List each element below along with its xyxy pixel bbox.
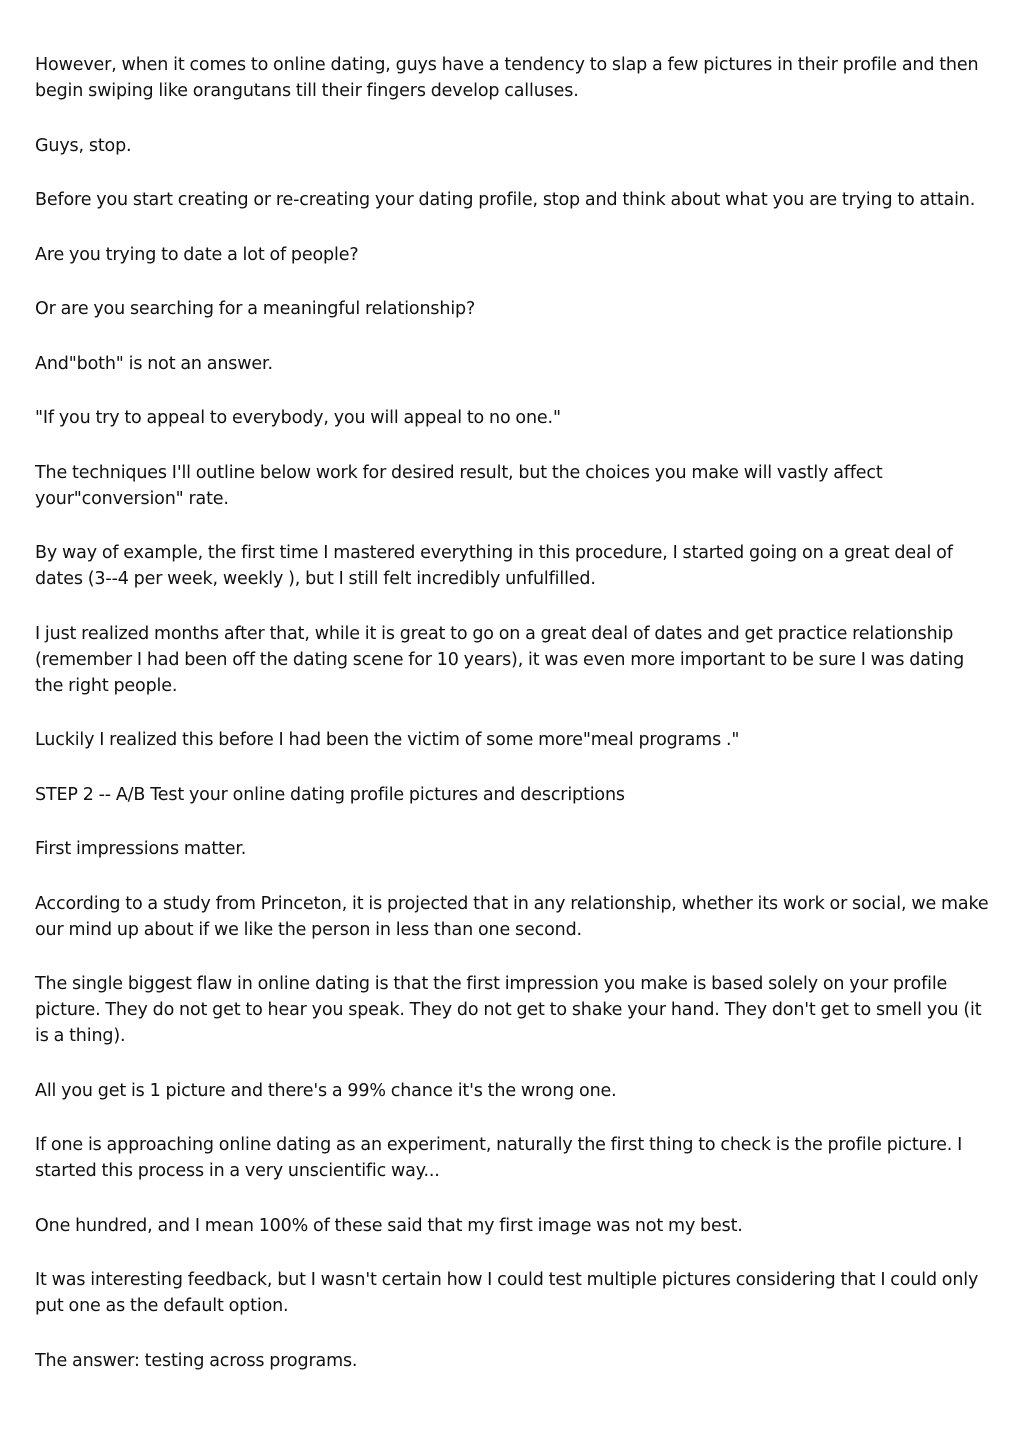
paragraph-2: Guys, stop. <box>35 135 132 156</box>
paragraph-3: Before you start creating or re-creating your dating profile, stop and think about what you are trying to attain. <box>35 190 976 210</box>
paragraph-6: And"both" is not an answer. <box>35 353 273 374</box>
document-body <box>35 52 990 1402</box>
paragraph-16: All you get is 1 picture and there's a 99% chance it's the wrong one. <box>35 1080 617 1101</box>
paragraph-17: If one is approaching online dating as an experiment, naturally the first thing to check is the profile picture. I started this process in a very unscientific way... <box>35 1135 963 1181</box>
paragraph-5: Or are you searching for a meaningful relationship? <box>35 299 476 319</box>
step-heading: STEP 2 -- A/B Test your online dating profile pictures and descriptions <box>35 784 625 805</box>
paragraph-18: One hundred, and I mean 100% of these said that my first image was not my best. <box>35 1215 743 1236</box>
paragraph-20: The answer: testing across programs. <box>35 1350 358 1371</box>
paragraph-11: Luckily I realized this before I had been the victim of some more"meal programs ." <box>35 730 740 750</box>
paragraph-10: I just realized months after that, while it is great to go on a great deal of dates and get practice relationship (remember I had been off the dating scene for 10 years), it was even more important to be sure I was dating the right people. <box>35 623 965 696</box>
paragraph-4: Are you trying to date a lot of people? <box>35 244 359 265</box>
paragraph-7: "If you try to appeal to everybody, you will appeal to no one." <box>35 408 561 428</box>
paragraph-13: First impressions matter. <box>35 839 247 859</box>
paragraph-15: The single biggest flaw in online dating is that the first impression you make is based solely on your profile picture. They do not get to hear you speak. They do not get to shake your hand. They don't get to smell you (it is a thing). <box>35 974 982 1046</box>
paragraph-8: The techniques I'll outline below work for desired result, but the choices you make will vastly affect your"conversion" rate. <box>35 462 883 509</box>
paragraph-9: By way of example, the first time I mastered everything in this procedure, I started going on a great deal of dates (3--4 per week, weekly ), but I still felt incredibly unfulfilled. <box>35 543 953 589</box>
paragraph-19: It was interesting feedback, but I wasn't certain how I could test multiple pictures considering that I could only put one as the default option. <box>35 1270 979 1316</box>
paragraph-1: However, when it comes to online dating, guys have a tendency to slap a few pictures in their profile and then begin swiping like orangutans till their fingers develop calluses. <box>35 55 979 101</box>
paragraph-14: According to a study from Princeton, it is projected that in any relationship, whether its work or social, we make our mind up about if we like the person in less than one second. <box>35 893 989 940</box>
